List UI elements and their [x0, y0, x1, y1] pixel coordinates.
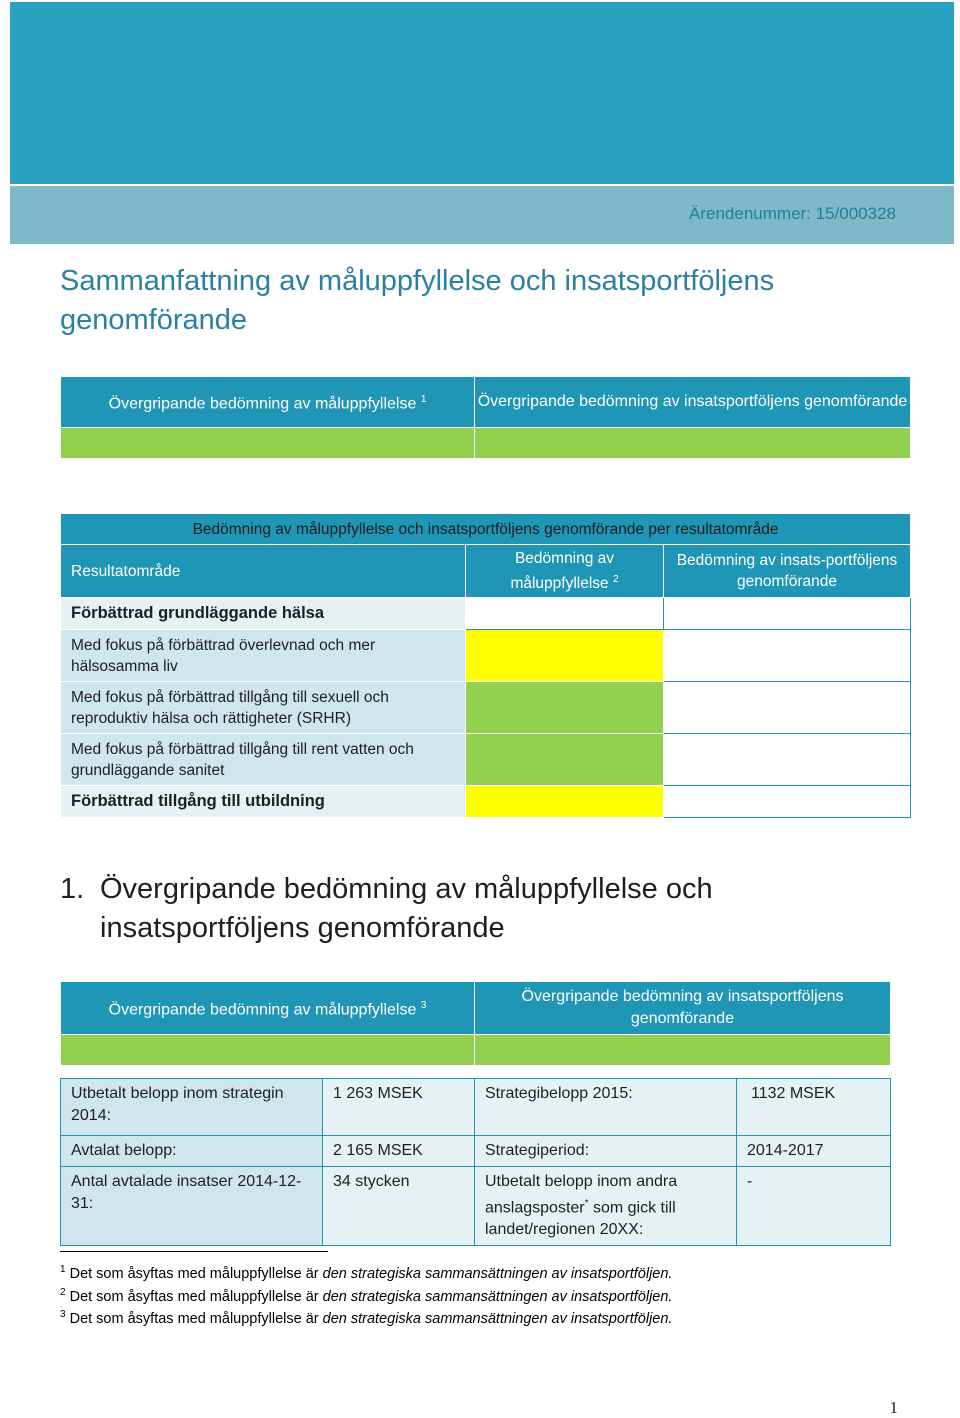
fact-value: 2 165 MSEK	[323, 1136, 475, 1167]
overall-goal-header: Övergripande bedömning av måluppfyllelse $^3$	[61, 982, 475, 1035]
case-number: Ärendenummer: 15/000328	[689, 204, 896, 223]
overall-assessment-table-2	[60, 981, 891, 1066]
overall-goal-status	[61, 1035, 475, 1066]
portfolio-status-cell	[664, 630, 911, 682]
portfolio-status-cell	[664, 598, 911, 630]
overall-portfolio-status	[475, 1035, 891, 1066]
section-heading	[60, 870, 920, 948]
footnote: $^3$ Det som åsyftas med måluppfyllelse är den strategiska sammansättningen av insatsportföljen.	[60, 1309, 673, 1327]
overall-portfolio-header: Övergripande bedömning av insatsportföljens genomförande	[475, 982, 891, 1035]
footnote-separator	[60, 1251, 328, 1252]
fact-value: 1132 MSEK	[737, 1079, 891, 1136]
section-number: 1.	[60, 873, 85, 905]
section-title-line2: insatsportföljens genomförande	[100, 912, 505, 944]
footnote: $^2$ Det som åsyftas med måluppfyllelse är den strategiska sammansättningen av insatsportföljen.	[60, 1287, 673, 1305]
footnote: $^1$ Det som åsyftas med måluppfyllelse är den strategiska sammansättningen av insatsportföljen.	[60, 1264, 673, 1282]
fact-value: 2014-2017	[737, 1136, 891, 1167]
fact-label: Strategiperiod:	[475, 1136, 737, 1167]
goal-status-cell	[466, 630, 664, 682]
result-area-header: Resultatområde	[61, 545, 466, 598]
area-row-label: Med fokus på förbättrad tillgång till rent vatten och grundläggande sanitet	[61, 734, 466, 786]
overall-portfolio-header: Övergripande bedömning av insatsportföljens genomförande	[475, 377, 911, 428]
goal-status-cell	[466, 734, 664, 786]
goal-status-cell	[466, 682, 664, 734]
portfolio-status-cell	[664, 786, 911, 818]
page-title: Sammanfattning av måluppfyllelse och insatsportföljens genomförande	[60, 265, 775, 336]
fact-label: Utbetalt belopp inom andra anslagsposter* som gick till landet/regionen 20XX:	[475, 1167, 737, 1246]
fact-label: Avtalat belopp:	[61, 1136, 323, 1167]
area-row-label: Förbättrad grundläggande hälsa	[61, 598, 466, 630]
result-area-caption: Bedömning av måluppfyllelse och insatsportföljens genomförande per resultatområde	[61, 514, 911, 545]
fact-value: 34 stycken	[323, 1167, 475, 1246]
fact-label: Utbetalt belopp inom strategin 2014:	[61, 1079, 323, 1136]
strategy-facts-table	[60, 1078, 891, 1246]
fact-label: Strategibelopp 2015:	[475, 1079, 737, 1136]
fact-value: 1 263 MSEK	[323, 1079, 475, 1136]
overall-goal-header: Övergripande bedömning av måluppfyllelse $^1$	[61, 377, 475, 428]
portfolio-assessment-header: Bedömning av insats-portföljens genomförande	[664, 545, 911, 598]
area-row-label: Med fokus på förbättrad tillgång till sexuell och reproduktiv hälsa och rättigheter (SRHR)	[61, 682, 466, 734]
header-band	[10, 2, 954, 184]
result-area-table	[60, 513, 911, 818]
section-title-line1: Övergripande bedömning av måluppfyllelse och	[100, 873, 713, 905]
overall-portfolio-status	[475, 428, 911, 459]
fact-value: -	[737, 1167, 891, 1246]
portfolio-status-cell	[664, 734, 911, 786]
goal-assessment-header: Bedömning av måluppfyllelse $^2$	[466, 545, 664, 598]
fact-label: Antal avtalade insatser 2014-12-31:	[61, 1167, 323, 1246]
overall-assessment-table	[60, 376, 911, 459]
portfolio-status-cell	[664, 682, 911, 734]
area-row-label: Förbättrad tillgång till utbildning	[61, 786, 466, 818]
page-number: 1	[889, 1398, 898, 1417]
area-row-label: Med fokus på förbättrad överlevnad och mer hälsosamma liv	[61, 630, 466, 682]
goal-status-cell	[466, 786, 664, 818]
overall-goal-status	[61, 428, 475, 459]
goal-status-cell	[466, 598, 664, 630]
